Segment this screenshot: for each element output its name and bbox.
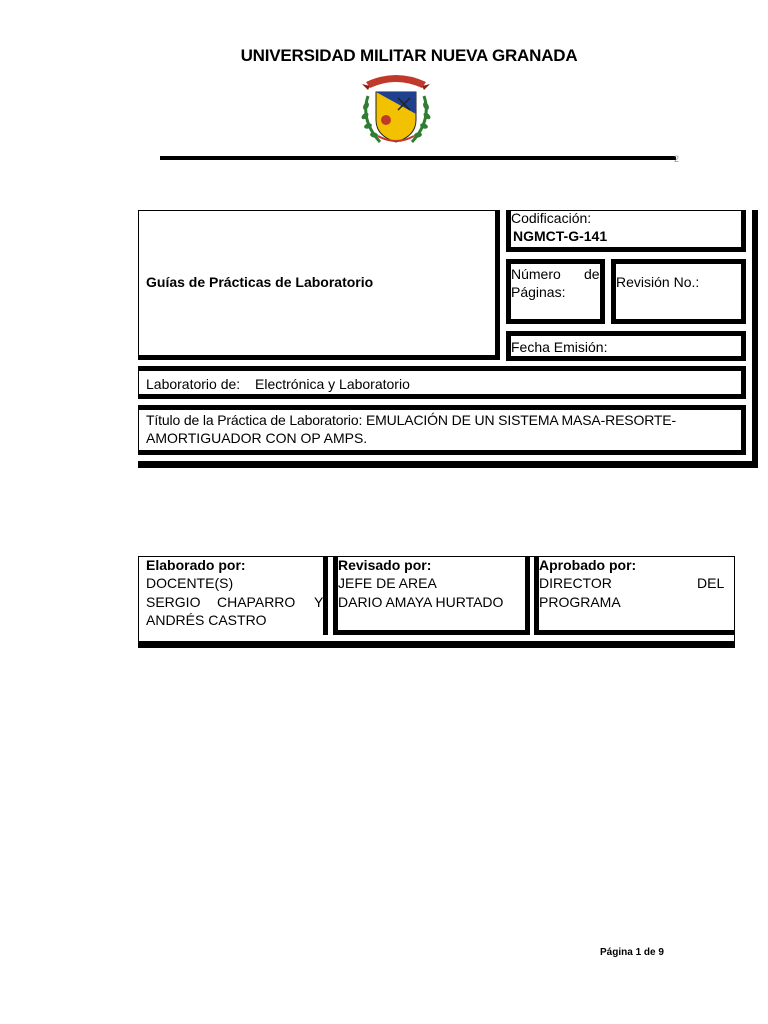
numero-label: Número bbox=[511, 266, 561, 282]
elaborado-line3: ANDRÉS CASTRO bbox=[146, 612, 267, 628]
right-edge bbox=[752, 210, 758, 468]
approval-bottom-border bbox=[138, 641, 735, 648]
col-divider-1 bbox=[323, 556, 328, 635]
table-bottom-border bbox=[138, 461, 758, 468]
elaborado-line1: DOCENTE(S) bbox=[146, 575, 234, 591]
revisado-line2: DARIO AMAYA HURTADO bbox=[338, 594, 504, 610]
elaborado-line2b: CHAPARRO bbox=[217, 594, 296, 610]
numero-label-de: de bbox=[584, 266, 600, 282]
aprobado-line1b: DEL bbox=[697, 575, 725, 591]
codificacion-value: NGMCT-G-141 bbox=[513, 228, 608, 244]
university-crest-icon bbox=[358, 70, 434, 152]
fecha-emision-label: Fecha Emisión: bbox=[511, 339, 608, 355]
revision-cell bbox=[611, 259, 746, 324]
titulo-line1: Título de la Práctica de Laboratorio: EMULACIÓN DE UN SISTEMA MASA-RESORTE- bbox=[146, 412, 676, 428]
revision-label: Revisión No.: bbox=[616, 274, 700, 290]
elaborado-line2a: SERGIO bbox=[146, 594, 201, 610]
elaborado-label: Elaborado por: bbox=[146, 557, 246, 573]
header-divider bbox=[160, 156, 676, 160]
page-number: Página 1 de 9 bbox=[600, 947, 664, 958]
aprobado-label: Aprobado por: bbox=[539, 557, 637, 573]
laboratorio-value: Electrónica y Laboratorio bbox=[255, 376, 410, 392]
revisado-line1: JEFE DE AREA bbox=[338, 575, 437, 591]
aprobado-line2: PROGRAMA bbox=[539, 594, 621, 610]
laboratorio-label: Laboratorio de: bbox=[146, 376, 241, 392]
aprobado-line1a: DIRECTOR bbox=[539, 575, 612, 591]
university-title: UNIVERSIDAD MILITAR NUEVA GRANADA bbox=[240, 46, 578, 65]
divider-mark: 2 bbox=[674, 154, 680, 164]
titulo-line2: AMORTIGUADOR CON OP AMPS. bbox=[146, 430, 368, 446]
paginas-label: Páginas: bbox=[511, 284, 566, 300]
revisado-label: Revisado por: bbox=[338, 557, 432, 573]
elaborado-line2c: Y bbox=[314, 594, 324, 610]
guide-title: Guías de Prácticas de Laboratorio bbox=[146, 274, 374, 290]
codificacion-label: Codificación: bbox=[511, 210, 592, 226]
